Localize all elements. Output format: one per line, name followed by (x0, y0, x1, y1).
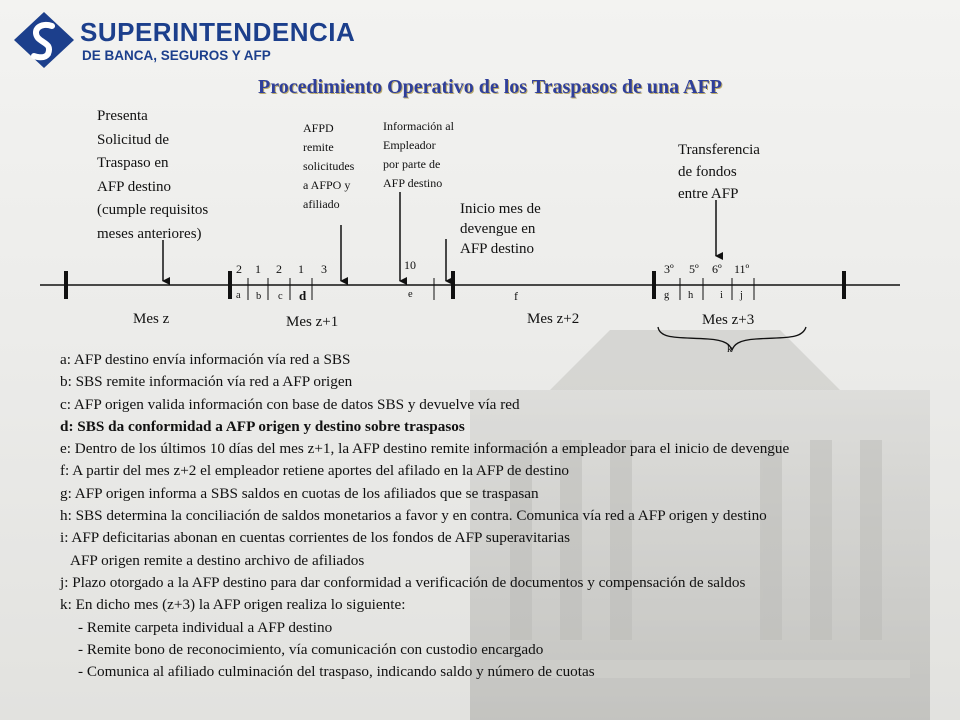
legend-item: AFP origen remite a destino archivo de afiliados (70, 551, 365, 569)
tick-number: 5º (689, 262, 699, 276)
legend-item: e: Dentro de los últimos 10 días del mes z+1, la AFP destino remite información a empleador para el inicio de devengue (60, 440, 790, 458)
tick-letter-c: c (278, 291, 283, 302)
tick-letter-i: i (720, 290, 723, 301)
tick-number: 3 (321, 262, 327, 276)
tick-number: 10 (404, 258, 416, 272)
tick-letter-a: a (236, 290, 241, 301)
tick-number: 3º (664, 262, 674, 276)
page-title: Procedimiento Operativo de los Traspasos de una AFP (258, 76, 722, 98)
tick-letter-d: d (299, 288, 307, 303)
legend-item: i: AFP deficitarias abonan en cuentas corrientes de los fondos de AFP superavitarias (60, 529, 571, 547)
tick-number: 1 (298, 262, 304, 276)
tick-letter-j: j (740, 290, 743, 301)
legend-item: a: AFP destino envía información vía red a SBS (60, 351, 351, 368)
annotation-presenta-solicitud: Presenta Solicitud de Traspaso en AFP destino (cumple requisitos meses anteriores) (97, 108, 209, 242)
tick-number: 11º (734, 262, 750, 276)
legend-item: f: A partir del mes z+2 el empleador retiene aportes del afilado en la AFP de destino (60, 462, 570, 480)
annotation-transferencia-fondos: Transferencia de fondos entre AFP (678, 142, 760, 202)
month-label-z2: Mes z+2 (527, 311, 580, 327)
tick-letter-h: h (688, 290, 694, 301)
legend-list (60, 349, 950, 683)
legend-item: - Comunica al afiliado culminación del traspaso, indicando saldo y número de cuotas (78, 663, 595, 681)
legend-item: j: Plazo otorgado a la AFP destino para dar conformidad a verificación de documentos y compensación de saldos (60, 573, 746, 591)
tick-number: 6º (712, 262, 722, 276)
tick-letter-e: e (408, 289, 413, 300)
annotation-inicio-devengue: Inicio mes de devengue en AFP destino (460, 201, 541, 257)
legend-item: b: SBS remite información vía red a AFP origen (60, 373, 353, 391)
legend-item: - Remite carpeta individual a AFP destino (78, 618, 333, 636)
legend-item: k: En dicho mes (z+3) la AFP origen realiza lo siguiente: (60, 596, 406, 614)
annotation-afpd-remite: AFPD remite solicitudes a AFPO y afiliado (303, 121, 355, 211)
legend-item: c: AFP origen valida información con base de datos SBS y devuelve vía red (60, 395, 520, 413)
logo-text-line2: DE BANCA, SEGUROS Y AFP (82, 48, 271, 63)
tick-number: 2 (276, 262, 282, 276)
legend-item: - Remite bono de reconocimiento, vía comunicación con custodio encargado (78, 640, 544, 658)
tick-letter-g: g (664, 290, 670, 301)
tick-letter-k: k (727, 344, 733, 355)
tick-number: 2 (236, 262, 242, 276)
annotation-informacion-empleador: Información al Empleador por parte de AFP destino (383, 119, 454, 190)
tick-letter-f: f (514, 289, 518, 303)
legend-item: g: AFP origen informa a SBS saldos en cuotas de los afiliados que se traspasan (60, 484, 539, 502)
legend-item: d: SBS da conformidad a AFP origen y destino sobre traspasos (60, 417, 465, 435)
tick-number: 1 (255, 262, 261, 276)
month-label-z1: Mes z+1 (286, 314, 339, 330)
legend-item: h: SBS determina la conciliación de saldos monetarios a favor y en contra. Comunica vía red a AFP origen y destino (60, 507, 767, 525)
month-label-z3: Mes z+3 (702, 312, 755, 328)
tick-letter-b: b (256, 291, 262, 302)
month-label-z: Mes z (133, 311, 170, 327)
logo-text-line1: SUPERINTENDENCIA (80, 17, 356, 47)
